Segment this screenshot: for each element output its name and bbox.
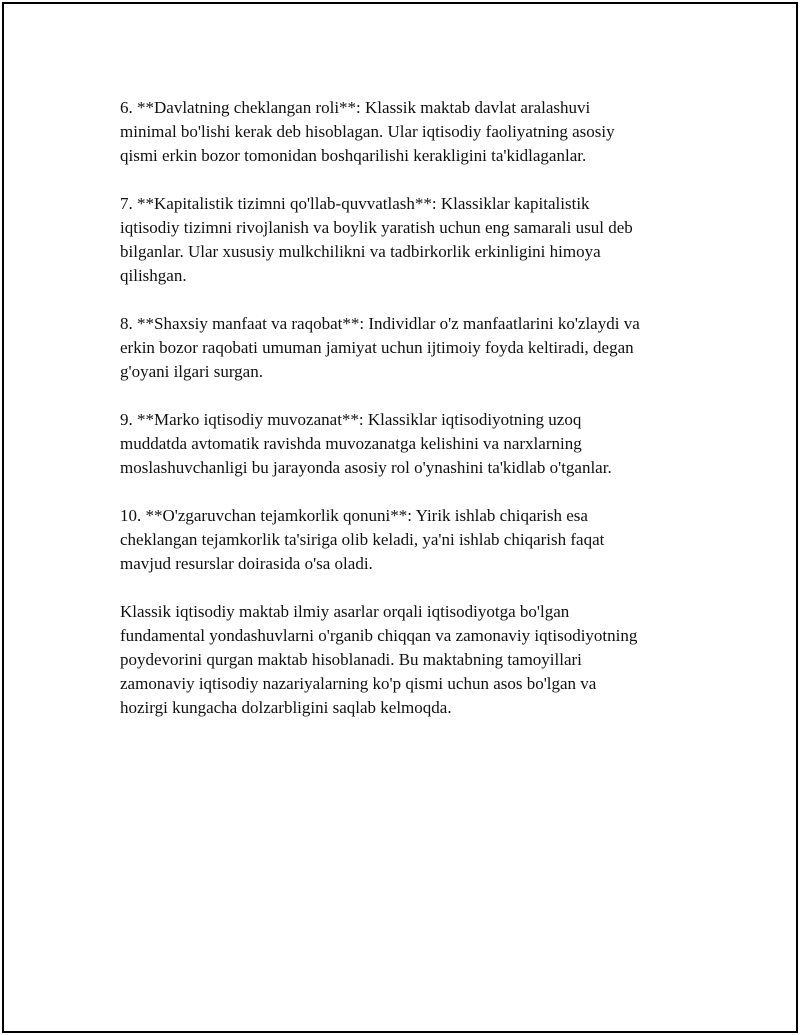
paragraph-item-6: 6. **Davlatning cheklangan roli**: Klassik maktab davlat aralashuvi minimal bo'lishi kerak deb hisoblagan. Ular iqtisodiy faoliyatning asosiy qismi erkin bozor tomonidan boshqarilishi kerakligini ta'kidlaganlar.: [120, 98, 615, 165]
conclusion-paragraph: Klassik iqtisodiy maktab ilmiy asarlar orqali iqtisodiyotga bo'lgan fundamental yondashuvlarni o'rganib chiqqan va zamonaviy iqtisodiyotning poydevorini qurgan maktab hisoblanadi. Bu maktabning tamoyillari zamonaviy iqtisodiy nazariyalarning ko'p qismi uchun asos bo'lgan va hozirgi kungacha dolzarbligini saqlab kelmoqda.: [120, 602, 638, 717]
paragraph-item-9: 9. **Marko iqtisodiy muvozanat**: Klassiklar iqtisodiyotning uzoq muddatda avtomatik ravishda muvozanatga kelishini va narxlarning moslashuvchanligi bu jarayonda asosiy rol o'ynashini ta'kidlab o'tganlar.: [120, 410, 612, 477]
document-body: [120, 96, 700, 744]
paragraph-item-8: 8. **Shaxsiy manfaat va raqobat**: Individlar o'z manfaatlarini ko'zlaydi va erkin bozor raqobati umuman jamiyat uchun ijtimoiy foyda keltiradi, degan g'oyani ilgari surgan.: [120, 314, 640, 381]
paragraph-item-10: 10. **O'zgaruvchan tejamkorlik qonuni**: Yirik ishlab chiqarish esa cheklangan tejamkorlik ta'siriga olib keladi, ya'ni ishlab chiqarish faqat mavjud resurslar doirasida o'sa oladi.: [120, 506, 605, 573]
document-page: [2, 2, 798, 1033]
paragraph-item-7: 7. **Kapitalistik tizimni qo'llab-quvvatlash**: Klassiklar kapitalistik iqtisodiy tizimni rivojlanish va boylik yaratish uchun eng samarali usul deb bilganlar. Ular xususiy mulkchilikni va tadbirkorlik erkinligini himoya qilishgan.: [120, 194, 633, 285]
